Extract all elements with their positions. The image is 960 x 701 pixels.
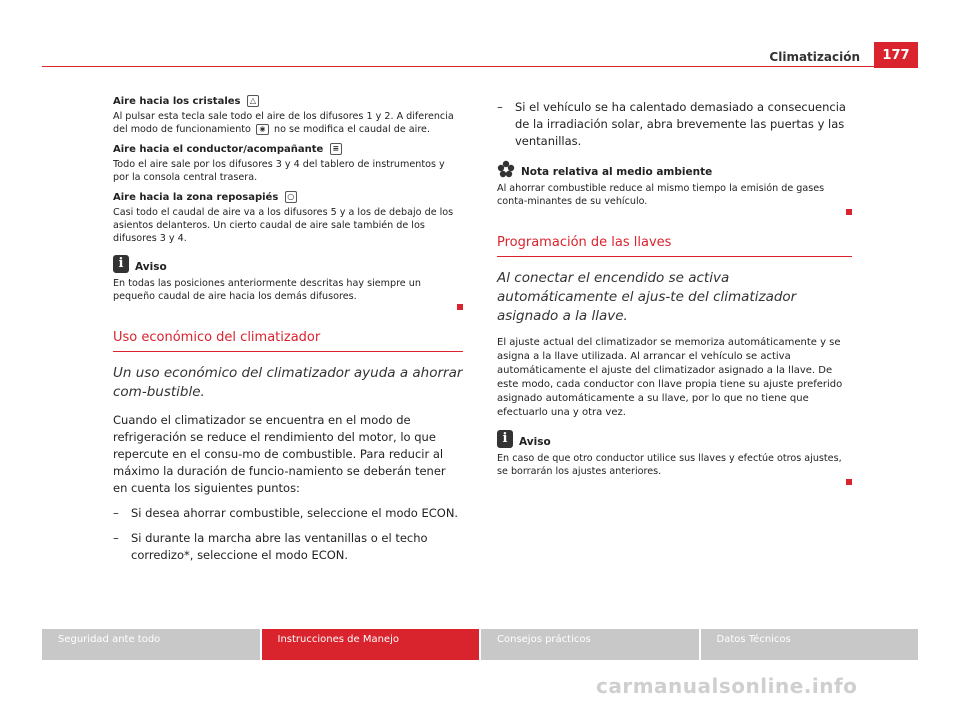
section-body-economic-use: Cuando el climatizador se encuentra en el modo de refrigeración se reduce el rendimiento del motor, lo que repercute en el consu-mo de combustible. Para reducir al máximo la duración de funcio-namiento se deberán tener en cuenta los siguientes puntos: bbox=[113, 413, 446, 495]
tab-instrucciones[interactable]: Instrucciones de Manejo bbox=[262, 629, 480, 660]
heading-footwell-air: Aire hacia la zona reposapiés ○ bbox=[113, 191, 463, 203]
header-divider bbox=[42, 66, 874, 67]
section-end-marker bbox=[846, 479, 852, 485]
section-title-key-programming: Programación de las llaves bbox=[497, 235, 852, 257]
text-face-air: Todo el aire sale por los difusores 3 y 4 del tablero de instrumentos y por la consola central trasera. bbox=[113, 159, 445, 183]
info-icon: i bbox=[497, 430, 513, 448]
right-column bbox=[497, 99, 852, 485]
section-end-marker bbox=[846, 209, 852, 215]
page-number: 177 bbox=[874, 42, 918, 68]
heading-face-air: Aire hacia el conductor/acompañante ≡ bbox=[113, 143, 463, 155]
tab-datos[interactable]: Datos Técnicos bbox=[701, 629, 919, 660]
footwell-air-icon: ○ bbox=[285, 191, 297, 203]
eco-note-text: Al ahorrar combustible reduce al mismo tiempo la emisión de gases conta-minantes de su vehículo. bbox=[497, 183, 825, 207]
text-footwell-air: Casi todo el caudal de aire va a los difusores 5 y a los de debajo de los asientos delanteros. Un cierto caudal de aire sale también de los difusores 3 y 4. bbox=[113, 207, 454, 244]
watermark: carmanualsonline.info bbox=[596, 674, 858, 698]
note-text: En todas las posiciones anteriormente descritas hay siempre un pequeño caudal de aire hacia los demás difusores. bbox=[113, 278, 421, 302]
note-text: En caso de que otro conductor utilice sus llaves y efectúe otros ajustes, se borrarán los ajustes anteriores. bbox=[497, 453, 842, 477]
auto-mode-icon: ◉ bbox=[256, 124, 269, 135]
left-column bbox=[113, 95, 463, 572]
text-windshield-air: Al pulsar esta tecla sale todo el aire de los difusores 1 y 2. A diferencia del modo de funcionamiento ◉ no se modifica el caudal de aire. bbox=[113, 111, 454, 135]
section-end-marker bbox=[457, 304, 463, 310]
heading-windshield-air: Aire hacia los cristales △ bbox=[113, 95, 463, 107]
list-item: – Si el vehículo se ha calentado demasiado a consecuencia de la irradiación solar, abra brevemente las puertas y las ventanillas. bbox=[497, 100, 846, 148]
list-item: – Si durante la marcha abre las ventanillas o el techo corredizo*, seleccione el modo ECON. bbox=[113, 531, 428, 562]
environment-flower-icon bbox=[497, 160, 515, 178]
section-subtitle-economic-use: Un uso económico del climatizador ayuda a ahorrar com-bustible. bbox=[113, 365, 463, 400]
eco-note-header: Nota relativa al medio ambiente bbox=[497, 160, 852, 178]
tab-consejos[interactable]: Consejos prácticos bbox=[481, 629, 699, 660]
section-subtitle-key-programming: Al conectar el encendido se activa automáticamente el ajus-te del climatizador asignado a la llave. bbox=[497, 270, 797, 324]
page-title: Climatización bbox=[769, 50, 860, 64]
note-header: i Aviso bbox=[497, 430, 852, 448]
section-title-economic-use: Uso económico del climatizador bbox=[113, 330, 463, 352]
info-icon: i bbox=[113, 255, 129, 273]
chapter-tabs bbox=[42, 629, 918, 660]
face-air-icon: ≡ bbox=[330, 143, 342, 155]
list-item: – Si desea ahorrar combustible, seleccione el modo ECON. bbox=[113, 506, 459, 520]
windshield-air-icon: △ bbox=[247, 95, 259, 107]
tab-seguridad[interactable]: Seguridad ante todo bbox=[42, 629, 260, 660]
note-header: i Aviso bbox=[113, 255, 463, 273]
section-body-key-programming: El ajuste actual del climatizador se memoriza automáticamente y se asigna a la llave utilizada. Al arrancar el vehículo se activa automáticamente el ajuste del climatizador asignado a la llave. De este modo, cada conductor con llave propia tiene su ajuste preferido asignado automáticamente a su llave, por lo que no tiene que efectuarlo una y otra vez. bbox=[497, 337, 843, 418]
